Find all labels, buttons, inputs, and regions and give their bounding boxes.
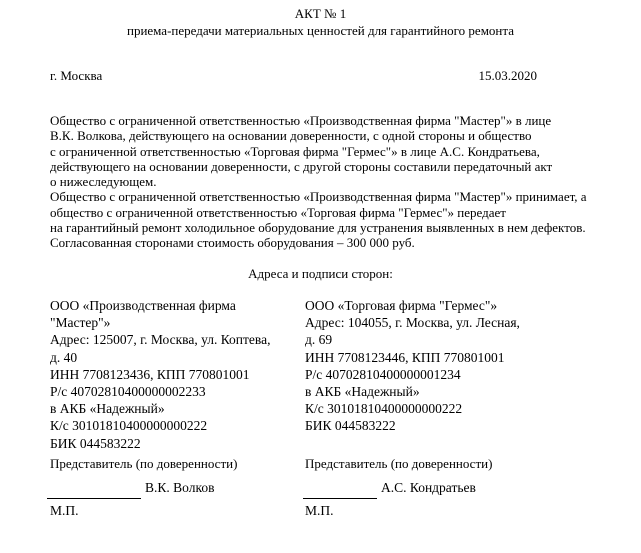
party-detail-line: Р/с 40702810400000001234 xyxy=(305,366,461,382)
signature-line-left xyxy=(47,498,141,499)
party-right-details xyxy=(305,297,520,435)
party-detail-line: ООО «Торговая фирма "Гермес"» xyxy=(305,298,498,313)
body-line: Общество с ограниченной ответственностью «Производственная фирма "Мастер"» в лице xyxy=(50,113,552,128)
party-detail-line: ИНН 7708123446, КПП 770801001 xyxy=(305,349,505,365)
signature-line-right xyxy=(303,498,377,499)
body-line: общество с ограниченной ответственностью «Торговая фирма "Гермес"» передает xyxy=(50,204,506,220)
body-line: действующего на основании доверенности, с другой стороны составили передаточный акт xyxy=(50,158,553,174)
party-detail-line: БИК 044583222 xyxy=(305,418,396,434)
party-detail-line: К/с 30101810400000000222 xyxy=(50,418,208,434)
party-detail-line: в АКБ «Надежный» xyxy=(305,384,420,400)
party-detail-line: ООО «Производственная фирма xyxy=(50,298,236,313)
signer-name-right: А.С. Кондратьев xyxy=(381,480,476,495)
party-detail-line: в АКБ «Надежный» xyxy=(50,401,165,417)
party-detail-line: К/с 30101810400000000222 xyxy=(305,401,463,417)
stamp-placeholder-left: М.П. xyxy=(50,503,79,518)
party-detail-line: БИК 044583222 xyxy=(50,435,141,451)
document-subtitle: приема-передачи материальных ценностей для гарантийного ремонта xyxy=(126,23,514,38)
party-detail-line: Р/с 40702810400000002233 xyxy=(50,384,206,400)
body-line: на гарантийный ремонт холодильное оборудование для устранения выявленных в нем дефектов. xyxy=(50,220,586,236)
party-detail-line: д. 69 xyxy=(305,332,333,348)
body-line: Общество с ограниченной ответственностью «Производственная фирма "Мастер"» принимает, а xyxy=(50,189,587,205)
body-line: о нижеследующем. xyxy=(50,174,157,190)
party-detail-line: д. 40 xyxy=(50,349,78,365)
representative-label-left: Представитель (по доверенности) xyxy=(50,456,238,471)
party-left-details xyxy=(50,297,270,452)
signatures-section-title: Адреса и подписи сторон: xyxy=(248,266,393,281)
body-paragraph xyxy=(50,113,610,251)
stamp-placeholder-right: М.П. xyxy=(305,503,334,518)
document-date: 15.03.2020 xyxy=(478,68,537,83)
body-line: В.К. Волкова, действующего на основании доверенности, с одной стороны и общество xyxy=(50,128,532,144)
city: г. Москва xyxy=(50,68,103,83)
representative-label-right: Представитель (по доверенности) xyxy=(305,456,493,471)
body-line: Согласованная сторонами стоимость оборудования – 300 000 руб. xyxy=(50,235,415,251)
party-detail-line: Адрес: 125007, г. Москва, ул. Коптева, xyxy=(50,332,271,348)
document-title: АКТ № 1 xyxy=(294,6,347,21)
signer-name-left: В.К. Волков xyxy=(145,480,215,495)
party-detail-line: "Мастер"» xyxy=(50,315,111,331)
body-line: с ограниченной ответственностью «Торговая фирма "Гермес"» в лице А.С. Кондратьева, xyxy=(50,143,540,159)
party-detail-line: Адрес: 104055, г. Москва, ул. Лесная, xyxy=(305,315,520,331)
party-detail-line: ИНН 7708123436, КПП 770801001 xyxy=(50,366,250,382)
